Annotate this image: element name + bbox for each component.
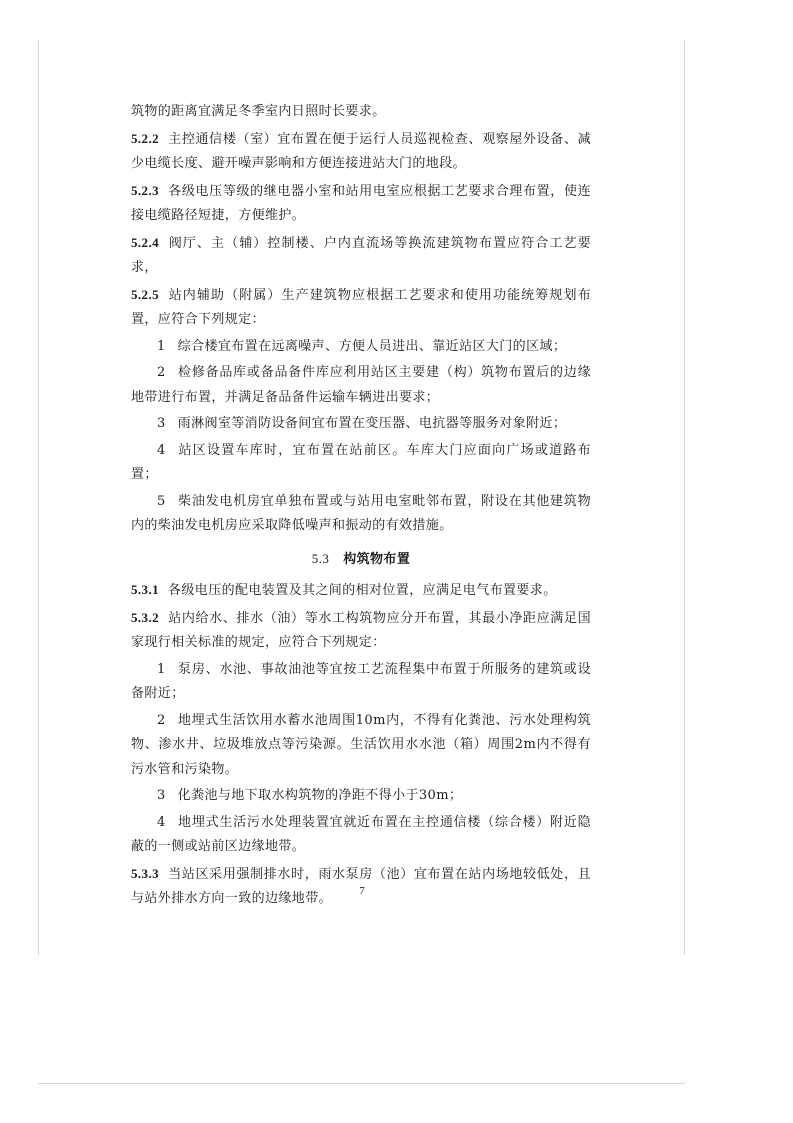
- clause-number: 5.2.4: [131, 234, 159, 250]
- section-heading: [131, 547, 591, 573]
- clause-text: 各级电压等级的继电器小室和站用电室应根据工艺要求合理布置，使连接电缆路径短捷，方便维护。: [131, 183, 591, 223]
- clause-text: 阀厅、主（辅）控制楼、户内直流场等换流建筑物布置应符合工艺要求，: [131, 235, 591, 275]
- clause-number: 5.3.2: [131, 609, 159, 625]
- clause-text: 当站区采用强制排水时，雨水泵房（池）宜布置在站内场地较低处，且与站外排水方向一致的边缘地带。: [131, 866, 591, 906]
- section-title: 构筑物布置: [343, 551, 411, 567]
- list-item: 1 综合楼宜布置在远离噪声、方便人员进出、靠近站区大门的区域；: [157, 338, 567, 354]
- clause-5-2-4: [131, 231, 591, 281]
- paragraph-continuation: 筑物的距离宜满足冬季室内日照时长要求。: [131, 104, 386, 119]
- list-item: 2 检修备品库或备品备件库应利用站区主要建（构）筑物布置后的边缘地带进行布置，并满足备品备件运输车辆进出要求；: [131, 365, 591, 405]
- clause-5-2-2: [131, 127, 591, 177]
- list-item: 3 化粪池与地下取水构筑物的净距不得小于30m；: [157, 788, 463, 803]
- clause-text: 主控通信楼（室）宜布置在便于运行人员巡视检查、观察屋外设备、减少电缆长度、避开噪声影响和方便连接进站大门的地段。: [131, 131, 591, 171]
- clause-text: 站内辅助（附属）生产建筑物应根据工艺要求和使用功能统筹规划布置，应符合下列规定：: [131, 287, 591, 327]
- page-edge-right: [684, 40, 685, 955]
- clause-5-3-2: [131, 606, 591, 656]
- page-edge-left: [38, 40, 39, 955]
- list-item: 4 站区设置车库时，宜布置在站前区。车库大门应面向广场或道路布置；: [131, 442, 591, 482]
- page-bottom-rule: [38, 1083, 685, 1084]
- list-item: 2 地埋式生活饮用水蓄水池周围10m内，不得有化粪池、污水处理构筑物、渗水井、垃圾堆放点等污染源。生活饮用水水池（箱）周围2m内不得有污水管和污染物。: [131, 712, 591, 777]
- document-body: [131, 100, 591, 914]
- clause-text: 站内给水、排水（油）等水工构筑物应分开布置，其最小净距应满足国家现行相关标准的规定，应符合下列规定：: [131, 610, 591, 650]
- clause-number: 5.3.3: [131, 865, 159, 881]
- clause-5-2-5: [131, 283, 591, 333]
- clause-number: 5.2.5: [131, 286, 159, 302]
- clause-text: 各级电压的配电装置及其之间的相对位置，应满足电气布置要求。: [168, 583, 557, 598]
- clause-5-3-1: [131, 578, 591, 604]
- list-item: 4 地埋式生活污水处理装置宜就近布置在主控通信楼（综合楼）附近隐蔽的一侧或站前区边缘地带。: [131, 814, 591, 854]
- page-number: 7: [359, 885, 365, 897]
- clause-number: 5.2.3: [131, 182, 159, 198]
- clause-number: 5.3.1: [131, 582, 159, 597]
- list-item: 5 柴油发电机房宜单独布置或与站用电室毗邻布置，附设在其他建筑物内的柴油发电机房应采取降低噪声和振动的有效措施。: [131, 493, 591, 533]
- clause-5-2-3: [131, 179, 591, 229]
- list-item: 3 雨淋阀室等消防设备间宜布置在变压器、电抗器等服务对象附近；: [157, 416, 567, 431]
- clause-number: 5.2.2: [131, 130, 159, 146]
- section-number: 5.3: [311, 550, 330, 566]
- list-item: 1 泵房、水池、事故油池等宜按工艺流程集中布置于所服务的建筑或设备附近；: [131, 661, 591, 701]
